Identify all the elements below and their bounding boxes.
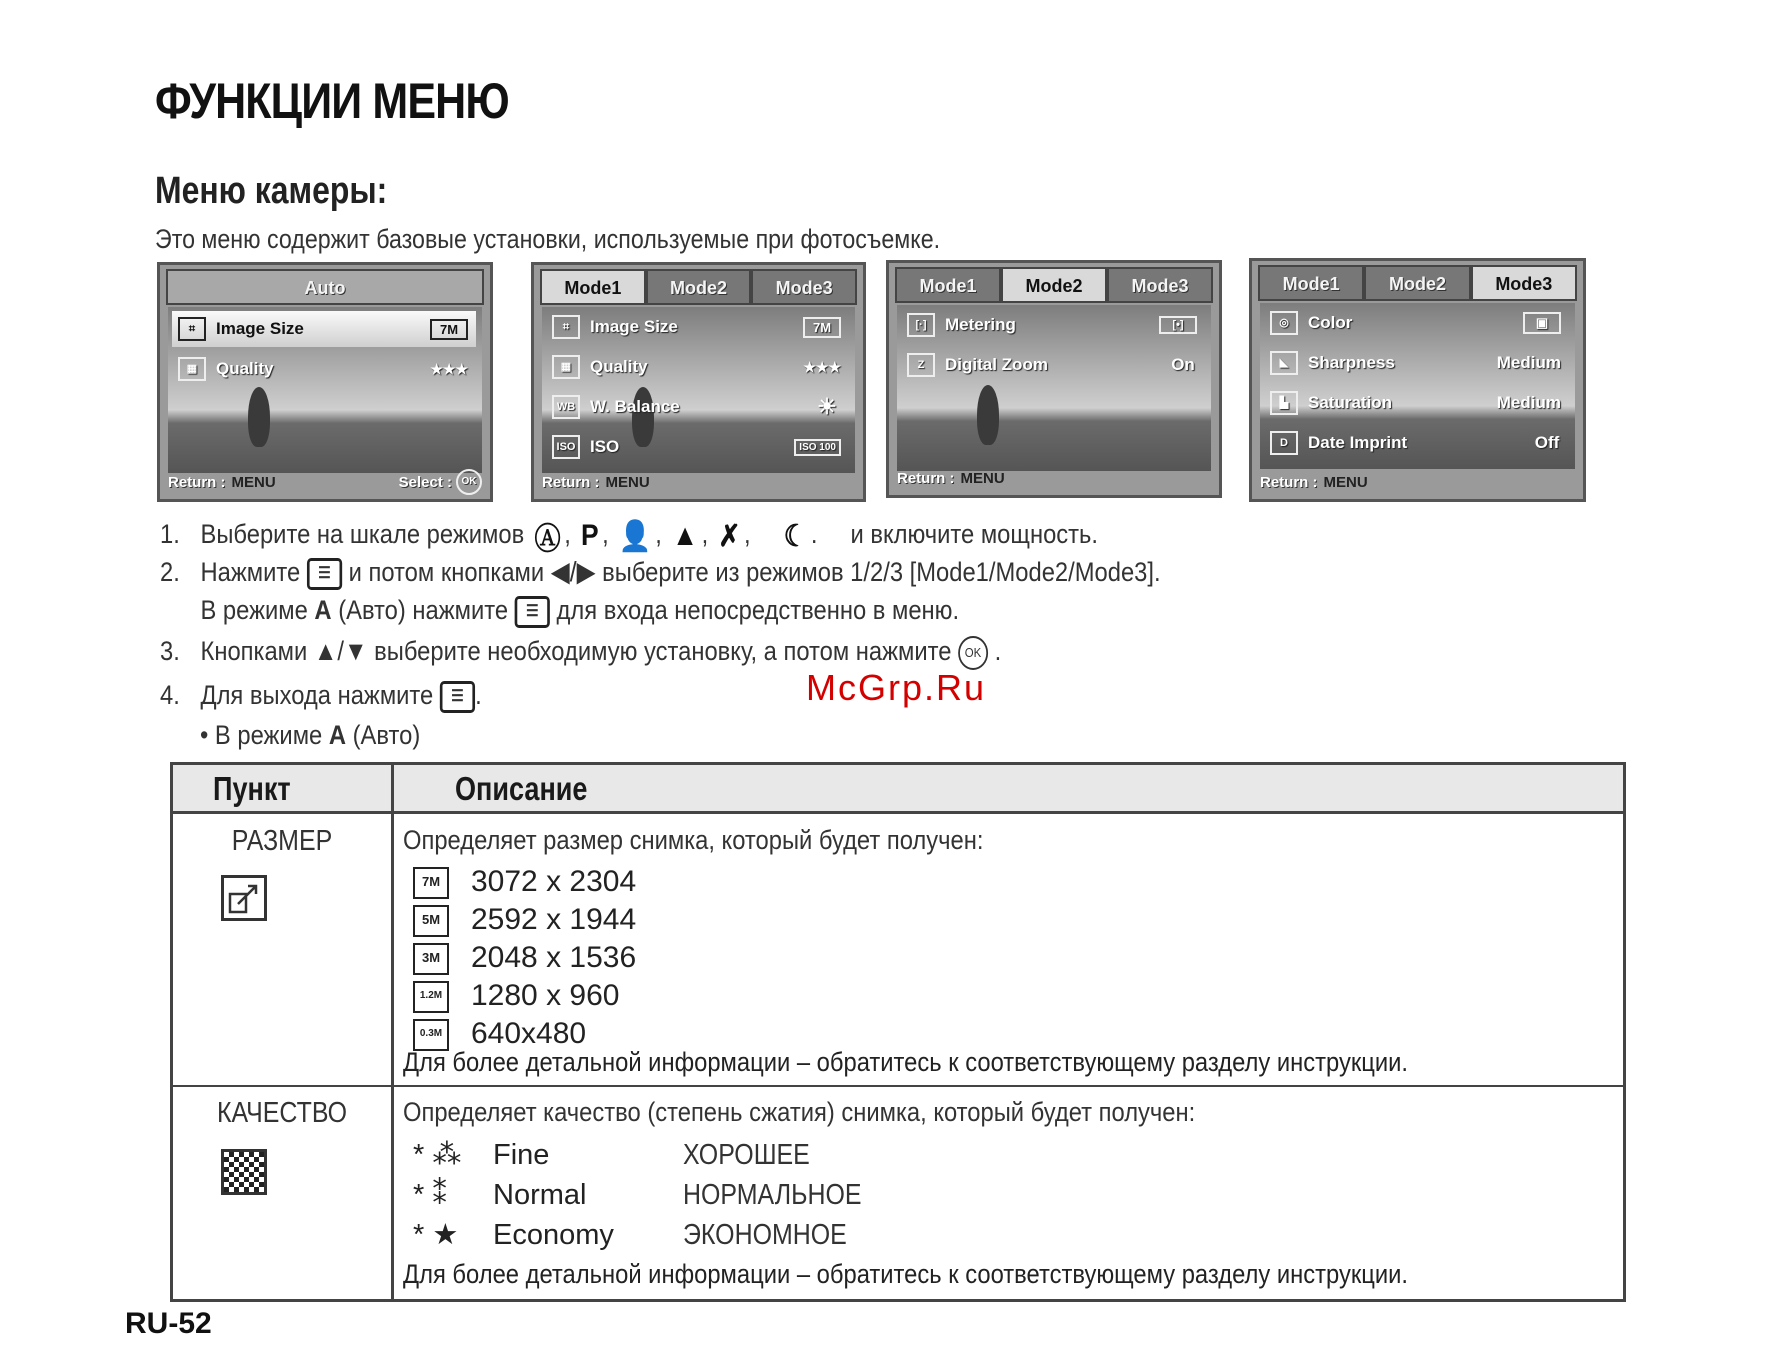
menu-row-metering <box>901 307 1205 343</box>
step-text: (Авто) нажмите <box>338 595 509 625</box>
menu-row-image-size <box>546 309 849 345</box>
size-option <box>413 903 636 937</box>
menu-label: MENU <box>1323 473 1368 491</box>
auto-mode-letter: A <box>328 720 347 750</box>
auto-mode-icon: Ⓐ <box>534 523 561 556</box>
screen-mode3 <box>1249 258 1586 502</box>
tab-mode3: Mode3 <box>1107 267 1213 303</box>
screen-footer <box>168 469 482 495</box>
normal-stars-icon: * ⁑ <box>413 1179 447 1211</box>
quality-en: Economy <box>493 1219 614 1251</box>
row-value: ▣ <box>1523 312 1561 334</box>
screen-footer <box>897 465 1211 491</box>
row-label: Image Size <box>216 319 304 338</box>
row-value: [•] <box>1159 316 1197 334</box>
column-divider <box>391 765 394 1299</box>
settings-table <box>170 762 1626 1302</box>
menu-row-quality <box>546 349 849 385</box>
intro-text: Это меню содержит базовые установки, используемые при фотосъемке. <box>155 224 941 254</box>
bullet-text: (Авто) <box>352 720 421 750</box>
step-text: В режиме <box>200 595 308 625</box>
night-portrait-mode-icon: ☾ <box>783 519 808 553</box>
left-right-arrows-icon: ◀/▶ <box>550 556 596 587</box>
row-label: Color <box>1308 313 1353 332</box>
menu-row-digital-zoom <box>901 347 1205 383</box>
row-label: Sharpness <box>1308 353 1395 372</box>
row-divider <box>173 1085 1623 1087</box>
tab-mode1: Mode1 <box>1258 265 1364 301</box>
row-label: Digital Zoom <box>945 355 1048 374</box>
metering-icon: [·] <box>907 313 935 337</box>
portrait-mode-icon: 👤 <box>618 519 652 553</box>
size-option <box>413 865 636 899</box>
step-text: и потом кнопками <box>348 557 545 587</box>
menu-label: MENU <box>605 473 650 491</box>
date-icon: D <box>1270 431 1298 455</box>
iso-icon: ISO <box>552 435 580 459</box>
menu-row-iso <box>546 429 849 465</box>
row-value: ★★★ <box>430 360 468 377</box>
step-text: для входа непосредственно в меню. <box>556 595 960 625</box>
item-size-label: РАЗМЕР <box>231 825 333 857</box>
3m-icon: 3M <box>413 943 449 975</box>
header-item: Пункт <box>213 770 291 807</box>
size-option <box>413 1017 586 1051</box>
page-title: ФУНКЦИИ МЕНЮ <box>155 73 509 129</box>
step-text: выберите из режимов 1/2/3 [Mode1/Mode2/Mode3]. <box>602 557 1161 587</box>
menu-row-white-balance <box>546 389 849 425</box>
header-divider <box>173 811 1623 814</box>
select-label: Select : <box>398 473 452 491</box>
row-value: Medium <box>1496 393 1561 412</box>
tab-mode1: Mode1 <box>895 267 1001 303</box>
tab-mode2: Mode2 <box>646 269 752 305</box>
size-value: 3072 x 2304 <box>471 865 637 898</box>
return-label: Return : <box>897 469 955 487</box>
menu-button-icon: ☰ <box>307 558 342 590</box>
row-label: Image Size <box>590 317 678 336</box>
sharpness-icon: ◣ <box>1270 351 1298 375</box>
row-value: ★★★ <box>803 358 841 375</box>
row-value: ISO 100 <box>794 439 841 456</box>
ok-button-icon: OK <box>958 636 988 670</box>
tab-mode2: Mode2 <box>1001 267 1107 303</box>
step-text: . <box>475 680 482 710</box>
sports-mode-icon: ✗ <box>718 519 741 553</box>
watermark: McGrp.Ru <box>806 667 987 708</box>
program-mode-icon: P <box>580 519 599 552</box>
screen-footer <box>542 469 855 495</box>
0-3m-icon: 0.3M <box>413 1019 449 1051</box>
step-text: . <box>994 636 1002 667</box>
row-label: Quality <box>590 357 648 376</box>
row-label: Saturation <box>1308 393 1393 412</box>
tab-mode3: Mode3 <box>1471 265 1577 301</box>
size-value: 640x480 <box>471 1017 587 1050</box>
quality-option <box>413 1177 891 1212</box>
screen-footer <box>1260 469 1575 495</box>
quality-intro: Определяет качество (степень сжатия) снимка, который будет получен: <box>403 1097 1196 1127</box>
row-label: W. Balance <box>590 397 680 416</box>
menu-row-sharpness <box>1264 345 1569 381</box>
return-label: Return : <box>542 473 600 491</box>
step-text: выберите необходимую установку, а потом нажмите <box>374 636 952 667</box>
menu-label: MENU <box>960 469 1005 487</box>
image-size-icon: ⌗ <box>552 315 580 339</box>
size-option <box>413 941 636 975</box>
step-1: 1. Выберите на шкале режимов Ⓐ , P , 👤 , ▲ , ✗ , ☾ . и включите мощность. <box>160 514 1098 558</box>
screen-mode1 <box>531 262 866 502</box>
menu-row-quality <box>172 351 476 387</box>
row-label: Metering <box>945 315 1016 334</box>
row-value: 7M <box>803 317 841 338</box>
bullet-auto-mode <box>200 720 420 751</box>
quality-ru: ЭКОНОМНОЕ <box>683 1219 847 1251</box>
up-down-arrows-icon: ▲/▼ <box>313 636 368 667</box>
tab-mode2: Mode2 <box>1364 265 1470 301</box>
row-label: Date Imprint <box>1308 433 1408 452</box>
tree-image <box>977 385 999 445</box>
screen-preview <box>1260 303 1575 469</box>
step-text: Кнопками <box>200 636 308 667</box>
menu-button-icon: ☰ <box>515 596 550 628</box>
7m-icon: 7M <box>413 867 449 899</box>
menu-row-color <box>1264 305 1569 341</box>
step-3 <box>160 636 1001 670</box>
color-icon: ◎ <box>1270 311 1298 335</box>
row-value: Off <box>1534 433 1560 452</box>
quality-ru: НОРМАЛЬНОЕ <box>683 1179 862 1211</box>
ok-icon: OK <box>456 469 482 495</box>
image-size-icon: ⌗ <box>178 317 206 341</box>
item-quality-label: КАЧЕСТВО <box>216 1097 348 1129</box>
step-2-auto <box>160 595 959 628</box>
row-label: ISO <box>590 437 620 456</box>
quality-icon <box>221 1149 267 1195</box>
size-value: 2592 x 1944 <box>471 903 637 936</box>
quality-en: Fine <box>493 1139 550 1171</box>
step-number: 3. <box>160 636 180 667</box>
quality-icon: ▦ <box>178 357 206 381</box>
screen-auto <box>157 262 493 502</box>
quality-icon: ▦ <box>552 355 580 379</box>
screen-preview <box>542 307 855 473</box>
screen-mode2 <box>886 260 1222 498</box>
screen-preview <box>168 307 482 473</box>
page-number: RU-52 <box>125 1307 212 1340</box>
size-note: Для более детальной информации – обратитесь к соответствующему разделу инструкции. <box>403 1047 1409 1077</box>
row-value: Medium <box>1496 353 1561 372</box>
image-size-icon <box>221 875 267 921</box>
tree-image <box>248 387 270 447</box>
menu-label: MENU <box>231 473 276 491</box>
tab-auto: Auto <box>166 269 484 305</box>
step-text: и включите мощность. <box>850 519 1099 550</box>
menu-row-date-imprint <box>1264 425 1569 461</box>
step-number: 4. <box>160 680 180 710</box>
quality-option <box>413 1217 873 1252</box>
row-label: Quality <box>216 359 274 378</box>
auto-mode-letter: A <box>314 595 332 625</box>
zoom-icon: Z <box>907 353 935 377</box>
step-text: Для выхода нажмите <box>200 680 434 710</box>
white-balance-icon: WB <box>552 395 580 419</box>
step-2 <box>160 555 1161 590</box>
saturation-icon: ▙ <box>1270 391 1298 415</box>
economy-star-icon: * ★ <box>413 1219 459 1251</box>
tab-mode3: Mode3 <box>751 269 857 305</box>
1-2m-icon: 1.2M <box>413 981 449 1013</box>
size-option <box>413 979 619 1013</box>
fine-stars-icon: * ⁂ <box>413 1139 462 1171</box>
menu-button-icon: ☰ <box>440 681 475 713</box>
step-text: Выберите на шкале режимов <box>200 519 525 550</box>
menu-row-saturation <box>1264 385 1569 421</box>
tab-mode1: Mode1 <box>540 269 646 305</box>
5m-icon: 5M <box>413 905 449 937</box>
step-4 <box>160 680 482 713</box>
section-title: Меню камеры: <box>155 170 388 212</box>
return-label: Return : <box>168 473 226 491</box>
step-text: Нажмите <box>200 557 301 587</box>
menu-row-image-size <box>172 311 476 347</box>
quality-ru: ХОРОШЕЕ <box>683 1139 810 1171</box>
bullet-text: • В режиме <box>200 720 323 750</box>
row-value: 7M <box>430 319 468 340</box>
header-description: Описание <box>455 770 588 807</box>
quality-note: Для более детальной информации – обратитесь к соответствующему разделу инструкции. <box>403 1259 1409 1289</box>
screen-preview <box>897 305 1211 471</box>
row-value: On <box>1171 355 1195 374</box>
step-number: 2. <box>160 557 180 587</box>
landscape-mode-icon: ▲ <box>671 519 699 552</box>
size-value: 2048 x 1536 <box>471 941 637 974</box>
size-value: 1280 x 960 <box>471 979 620 1012</box>
quality-option <box>413 1137 830 1172</box>
return-label: Return : <box>1260 473 1318 491</box>
size-intro: Определяет размер снимка, который будет получен: <box>403 825 984 855</box>
quality-en: Normal <box>493 1179 587 1211</box>
row-value: ☀ <box>817 394 837 419</box>
step-number: 1. <box>160 519 180 550</box>
